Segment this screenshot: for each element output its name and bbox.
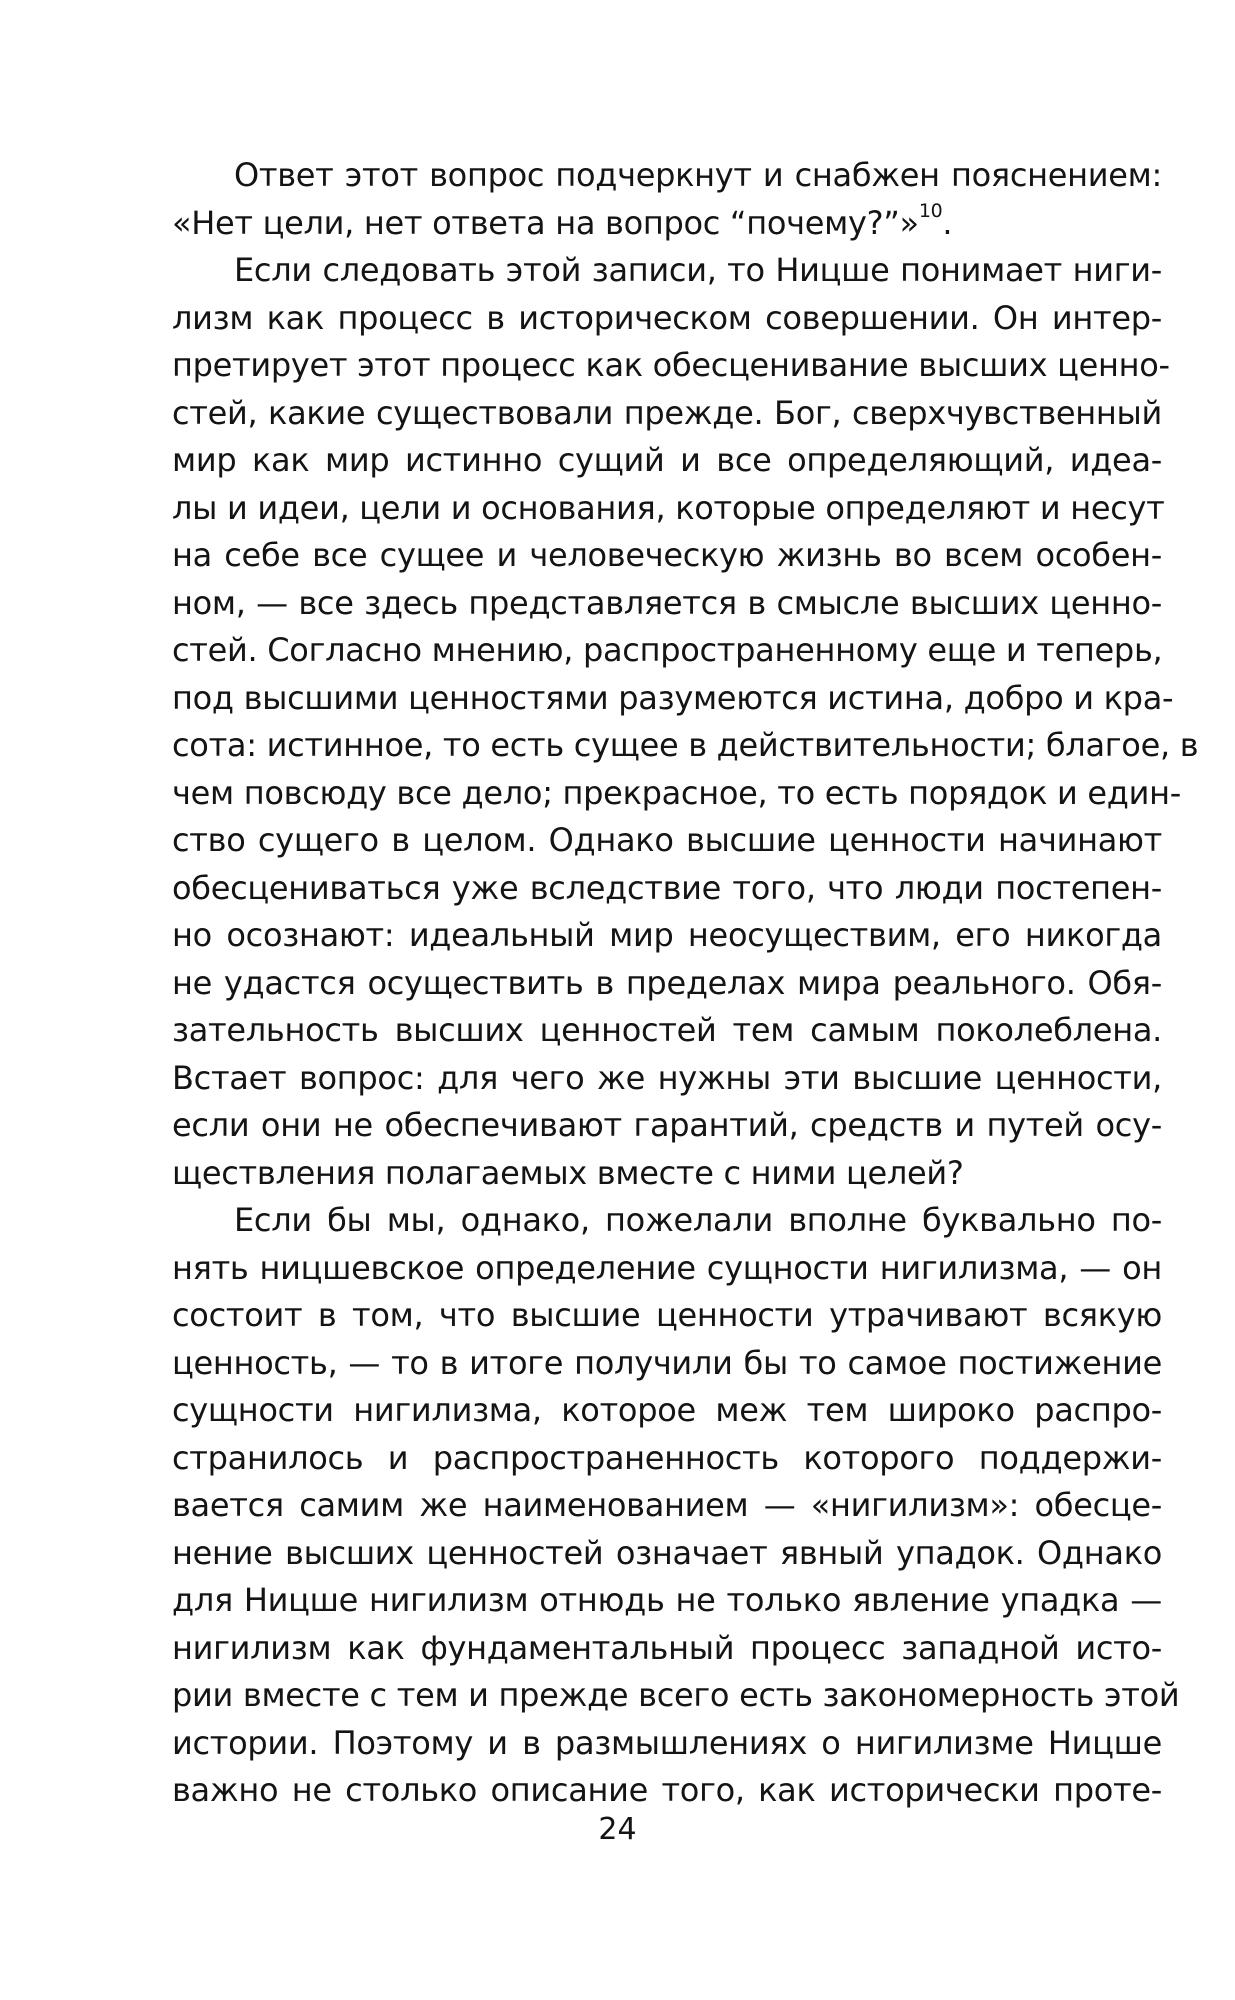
text-line: если они не обеспечивают гарантий, средств и путей осу- xyxy=(172,1106,1162,1144)
text-line: ществления полагаемых вместе с ними целей? xyxy=(172,1153,964,1192)
text-line: мир как мир истинно сущий и все определяющий, идеа- xyxy=(172,441,1162,479)
text-line: обесцениваться уже вследствие того, что люди постепен- xyxy=(172,868,1162,907)
text-line: странилось и распространенность которого поддержи- xyxy=(172,1438,1162,1477)
text-line: вается самим же наименованием — «нигилизм»: обесце- xyxy=(172,1486,1162,1524)
text-line: ство сущего в целом. Однако высшие ценности начинают xyxy=(172,821,1162,859)
text-line: важно не столько описание того, как исторически проте- xyxy=(172,1771,1162,1809)
text-line: истории. Поэтому и в размышлениях о нигилизме Ницше xyxy=(172,1723,1162,1762)
text-line xyxy=(172,200,1162,248)
text-line: нение высших ценностей означает явный упадок. Однако xyxy=(172,1533,1162,1572)
text-line: под высшими ценностями разумеются истина, добро и кра- xyxy=(172,678,1174,717)
text-line: для Ницше нигилизм отнюдь не только явление упадка — xyxy=(172,1581,1162,1619)
text-line: претирует этот процесс как обесценивание высших ценно- xyxy=(172,346,1170,384)
body-text xyxy=(172,152,1199,1815)
page-number: 24 xyxy=(598,1812,637,1847)
text-line-content: «Нет цели, нет ответа на вопрос “почему?”» xyxy=(172,203,919,242)
text-line: Если бы мы, однако, пожелали вполне буквально по- xyxy=(234,1201,1162,1239)
text-line: зательность высших ценностей тем самым поколеблена. xyxy=(172,1011,1162,1049)
text-line: стей, какие существовали прежде. Бог, сверхчувственный xyxy=(172,393,1162,432)
text-line: сота: истинное, то есть сущее в действительности; благое, в xyxy=(172,726,1199,764)
text-line: ном, — все здесь представляется в смысле высших ценно- xyxy=(172,583,1162,622)
text-line: Ответ этот вопрос подчеркнут и снабжен пояснением: xyxy=(234,156,1162,194)
text-line: лы и идеи, цели и основания, которые определяют и несут xyxy=(172,488,1165,527)
text-line: нигилизм как фундаментальный процесс западной исто- xyxy=(172,1628,1162,1667)
text-line: сущности нигилизма, которое меж тем широко распро- xyxy=(172,1391,1162,1429)
text-line: не удастся осуществить в пределах мира реального. Обя- xyxy=(172,963,1162,1002)
text-line: Встает вопрос: для чего же нужны эти высшие ценности, xyxy=(172,1058,1162,1097)
text-line: стей. Согласно мнению, распространенному еще и теперь, xyxy=(172,631,1163,669)
footnote-reference: 10 xyxy=(918,199,943,222)
paragraph-p3 xyxy=(172,1197,1180,1815)
text-line: Если следовать этой записи, то Ницше понимает ниги- xyxy=(234,251,1162,289)
text-line: лизм как процесс в историческом совершении. Он интер- xyxy=(172,298,1162,337)
text-line: нять ницшевское определение сущности нигилизма, — он xyxy=(172,1248,1162,1287)
text-line: чем повсюду все дело; прекрасное, то есть порядок и един- xyxy=(172,773,1181,812)
text-line: состоит в том, что высшие ценности утрачивают всякую xyxy=(172,1296,1162,1334)
text-line: на себе все сущее и человеческую жизнь во всем особен- xyxy=(172,536,1162,574)
text-line: но осознают: идеальный мир неосуществим, его никогда xyxy=(172,916,1162,954)
trailing-punctuation: . xyxy=(942,203,953,242)
paragraph-p2 xyxy=(172,247,1199,1197)
text-line: ценность, — то в итоге получили бы то самое постижение xyxy=(172,1343,1162,1382)
paragraph-p1 xyxy=(172,152,1162,247)
text-line: рии вместе с тем и прежде всего есть закономерность этой xyxy=(172,1676,1180,1714)
